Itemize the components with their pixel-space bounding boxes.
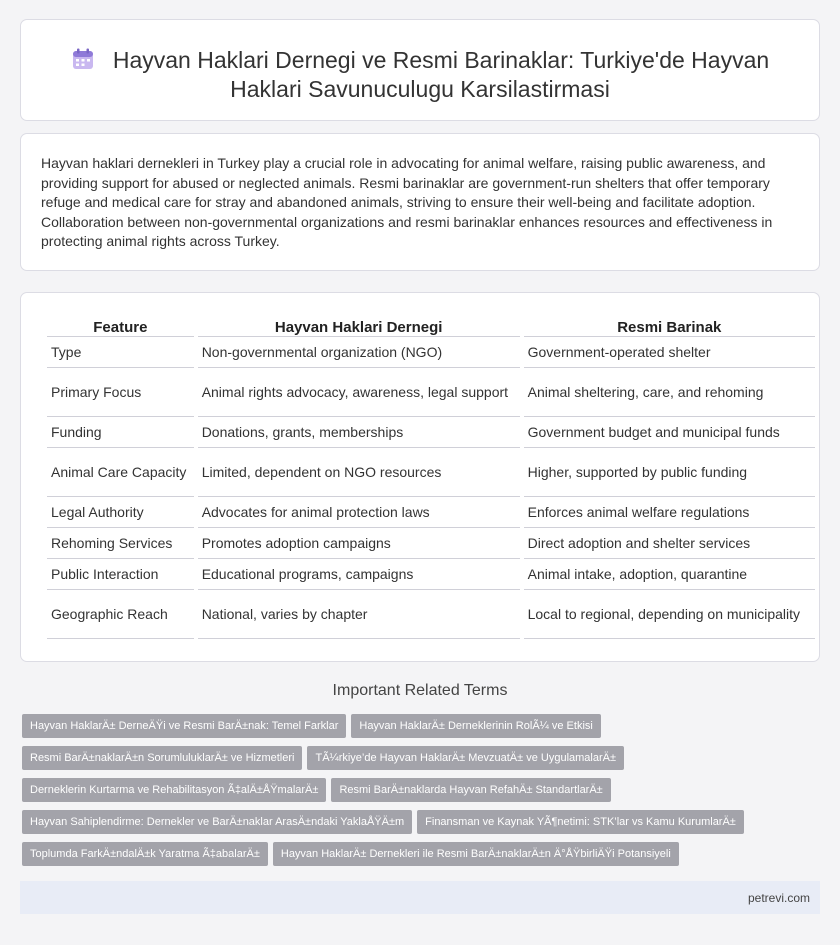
table-cell: Funding	[47, 417, 194, 448]
table-row	[47, 417, 815, 448]
related-term-tag[interactable]: Finansman ve Kaynak YÃ¶netimi: STK’lar vs Kamu KurumlarÄ±	[417, 810, 744, 834]
table-cell: Animal rights advocacy, awareness, legal support	[198, 368, 520, 417]
table-row	[47, 368, 815, 417]
page-title	[21, 46, 819, 104]
column-header: Hayvan Haklari Dernegi	[198, 315, 520, 337]
tag-row	[22, 842, 818, 866]
header-card	[20, 19, 820, 121]
table-cell: Higher, supported by public funding	[524, 448, 815, 497]
tag-row	[22, 778, 818, 802]
tag-row	[22, 746, 818, 770]
table-row	[47, 497, 815, 528]
related-term-tag[interactable]: Resmi BarÄ±naklarda Hayvan RefahÄ± StandartlarÄ±	[331, 778, 610, 802]
table-cell: Promotes adoption campaigns	[198, 528, 520, 559]
table-cell: Limited, dependent on NGO resources	[198, 448, 520, 497]
column-header: Resmi Barinak	[524, 315, 815, 337]
table-cell: Government budget and municipal funds	[524, 417, 815, 448]
calendar-icon	[71, 47, 95, 71]
table-cell: Legal Authority	[47, 497, 194, 528]
comparison-table-card	[20, 292, 820, 662]
table-cell: Public Interaction	[47, 559, 194, 590]
table-cell: Animal intake, adoption, quarantine	[524, 559, 815, 590]
summary-card	[20, 133, 820, 271]
related-term-tag[interactable]: Derneklerin Kurtarma ve Rehabilitasyon Ã‡alÄ±ÅŸmalarÄ±	[22, 778, 326, 802]
table-row	[47, 559, 815, 590]
table-cell: Primary Focus	[47, 368, 194, 417]
table-cell: National, varies by chapter	[198, 590, 520, 639]
related-term-tag[interactable]: Hayvan HaklarÄ± Derneklerinin RolÃ¼ ve Etkisi	[351, 714, 600, 738]
related-term-tag[interactable]: Hayvan HaklarÄ± DerneÄŸi ve Resmi BarÄ±nak: Temel Farklar	[22, 714, 346, 738]
table-cell: Donations, grants, memberships	[198, 417, 520, 448]
tag-row	[22, 714, 818, 738]
related-term-tag[interactable]: Toplumda FarkÄ±ndalÄ±k Yaratma Ã‡abalarÄ±	[22, 842, 268, 866]
related-term-tag[interactable]: Hayvan Sahiplendirme: Dernekler ve BarÄ±naklar ArasÄ±ndaki YaklaÅŸÄ±m	[22, 810, 412, 834]
table-cell: Government-operated shelter	[524, 337, 815, 368]
footer	[20, 881, 820, 914]
table-row	[47, 337, 815, 368]
related-term-tag[interactable]: TÃ¼rkiye’de Hayvan HaklarÄ± MevzuatÄ± ve UygulamalarÄ±	[307, 746, 624, 770]
footer-site-link[interactable]: petrevi.com	[747, 891, 810, 905]
table-row	[47, 448, 815, 497]
table-cell: Educational programs, campaigns	[198, 559, 520, 590]
table-cell: Animal Care Capacity	[47, 448, 194, 497]
table-cell: Enforces animal welfare regulations	[524, 497, 815, 528]
table-row	[47, 590, 815, 639]
summary-text: Hayvan haklari dernekleri in Turkey play a crucial role in advocating for animal welfare, raising public awareness, and providing support for abused or neglected animals. Resmi barinaklar are government-run shelters that offer temporary refuge and medical care for stray and abandoned animals, striving to ensure their well-being and facilitate adoption. Collaboration between non-governmental organizations and resmi barinaklar enhances resources and effectiveness in protecting animal rights across Turkey.	[41, 155, 773, 250]
table-row	[47, 528, 815, 559]
column-header: Feature	[47, 315, 194, 337]
tag-row	[22, 810, 818, 834]
table-cell: Advocates for animal protection laws	[198, 497, 520, 528]
table-cell: Type	[47, 337, 194, 368]
table-cell: Direct adoption and shelter services	[524, 528, 815, 559]
related-term-tag[interactable]: Hayvan HaklarÄ± Dernekleri ile Resmi BarÄ±naklarÄ±n Ä°ÅŸbirliÄŸi Potansiyeli	[273, 842, 679, 866]
table-cell: Geographic Reach	[47, 590, 194, 639]
related-terms-title: Important Related Terms	[332, 682, 508, 699]
related-term-tag[interactable]: Resmi BarÄ±naklarÄ±n SorumluluklarÄ± ve Hizmetleri	[22, 746, 302, 770]
table-cell: Local to regional, depending on municipality	[524, 590, 815, 639]
comparison-table	[43, 315, 819, 639]
table-cell: Rehoming Services	[47, 528, 194, 559]
title-line-1: Hayvan Haklari Dernegi ve Resmi Barinaklar: Turkiye'de Hayvan	[112, 47, 770, 73]
table-cell: Animal sheltering, care, and rehoming	[524, 368, 815, 417]
title-line-2: Haklari Savunuculugu Karsilastirmasi	[230, 76, 610, 102]
table-cell: Non-governmental organization (NGO)	[198, 337, 520, 368]
